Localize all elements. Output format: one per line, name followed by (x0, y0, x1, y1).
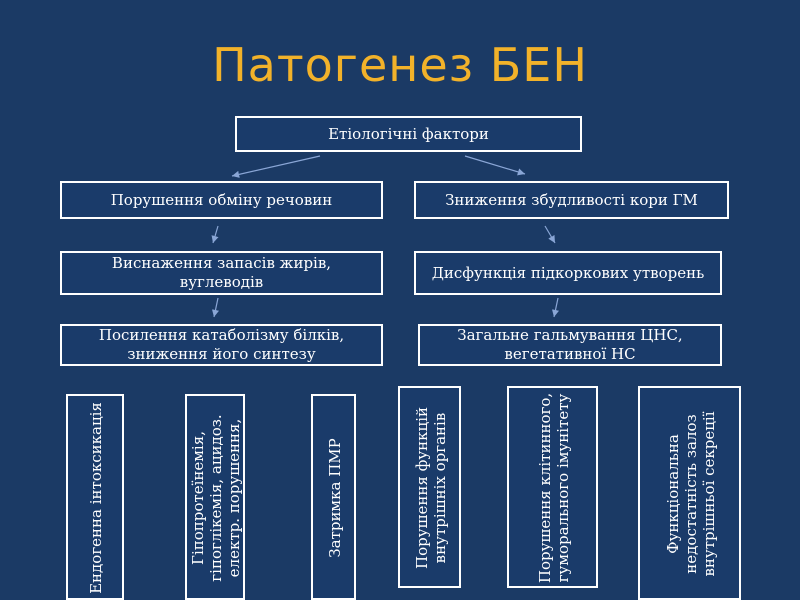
arrow-left-1-2 (213, 226, 218, 243)
outcome-internal-organs-label: Порушення функцій внутрішніх органів (412, 407, 449, 569)
left-box-metabolism (60, 181, 383, 219)
arrow-etiology-right (465, 156, 525, 174)
right-box-subcortical (414, 251, 722, 295)
outcome-endogenous-intoxication-label: Ендогенна інтоксикація (87, 402, 105, 594)
left-box-catabolism (60, 324, 383, 366)
right-box-cortex-label: Зниження збудливості кори ГМ (445, 190, 698, 209)
outcome-endocrine (638, 386, 741, 600)
outcome-psychomotor-delay (311, 394, 356, 600)
left-box-metabolism-label: Порушення обміну речовин (110, 190, 333, 209)
arrow-right-1-2 (545, 226, 555, 243)
outcome-endocrine-label: Функціональна недостатність залоз внутрішньої секреції (663, 411, 718, 577)
outcome-immunity (507, 386, 598, 588)
outcome-hypoproteinemia (185, 394, 245, 600)
etiology-box (235, 116, 582, 152)
outcome-psychomotor-delay-label: Затримка ПМР (325, 438, 344, 558)
arrow-etiology-left (232, 156, 320, 176)
outcome-internal-organs (398, 386, 461, 588)
page-title: Патогенез БЕН (212, 38, 588, 92)
outcome-hypoproteinemia-label: Гіпопротеїнемія, гіпоглікемія, ацидоз. електр. порушення, (189, 414, 243, 582)
right-box-subcortical-label: Дисфункція підкоркових утворень (431, 263, 705, 282)
left-box-depletion (60, 251, 383, 295)
etiology-label: Етіологічні фактори (328, 124, 489, 143)
arrow-right-2-3 (554, 298, 558, 317)
left-box-depletion-label: Виснаження запасів жирів, вуглеводів (111, 254, 332, 291)
arrow-left-2-3 (214, 298, 218, 317)
outcome-immunity-label: Порушення клітинного, гуморального імунітету (535, 392, 572, 584)
left-box-catabolism-label: Посилення катаболізму білків, зниження його синтезу (98, 326, 345, 363)
right-box-cortex (414, 181, 729, 219)
right-box-cns (418, 324, 722, 366)
right-box-cns-label: Загальне гальмування ЦНС, вегетативної НС (457, 326, 683, 363)
outcome-endogenous-intoxication (66, 394, 124, 600)
